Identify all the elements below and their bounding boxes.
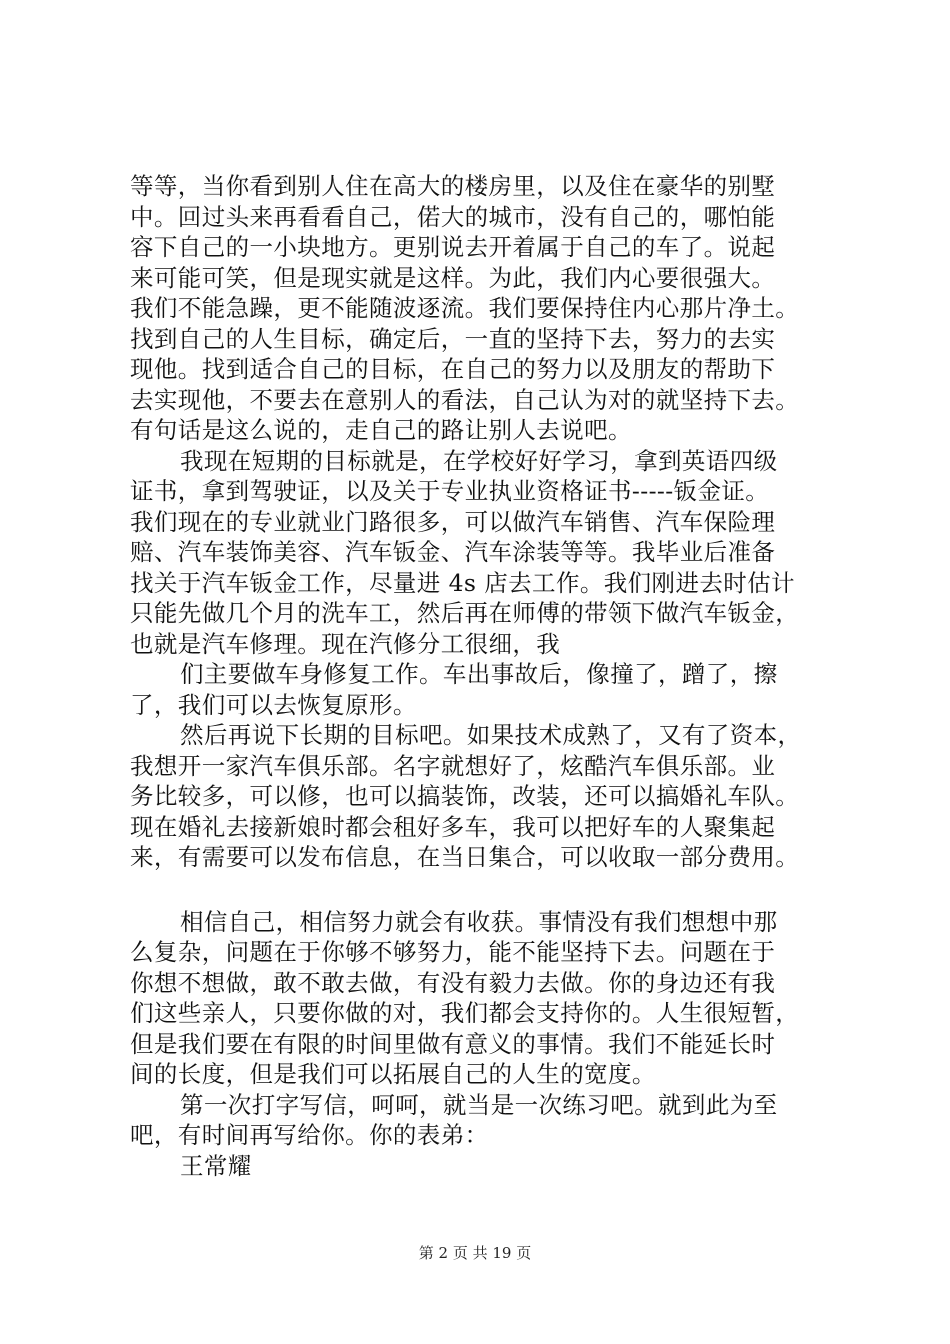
text-line: 么复杂，问题在于你够不够努力，能不能坚持下去。问题在于 <box>130 938 776 966</box>
paragraph-gap <box>130 873 850 907</box>
page-number-footer: 第 2 页 共 19 页 <box>418 1244 532 1262</box>
text-line: 了，我们可以去恢复原形。 <box>130 690 417 719</box>
paragraph-start-line: 们主要做车身修复工作。车出事故后，像撞了，蹭了，擦 <box>180 660 778 688</box>
text-line: 们这些亲人，只要你做的对，我们都会支持你的。人生很短暂， <box>130 999 800 1027</box>
text-line: 中。回过头来再看看自己，偌大的城市，没有自己的，哪怕能 <box>130 202 776 231</box>
text-line: 吧，有时间再写给你。你的表弟： <box>130 1121 489 1149</box>
text-line: 我想开一家汽车俱乐部。名字就想好了，炫酷汽车俱乐部。业 <box>130 751 776 780</box>
paragraph-start-line: 相信自己，相信努力就会有收获。事情没有我们想想中那 <box>180 907 778 936</box>
text-line: 有句话是这么说的，走自己的路让别人去说吧。 <box>130 416 632 444</box>
text-line: 来可能可笑，但是现实就是这样。为此，我们内心要很强大。 <box>130 263 776 292</box>
text-line: 你想不想做，敢不敢去做，有没有毅力去做。你的身边还有我 <box>130 968 776 997</box>
text-line: 现他。找到适合自己的目标，在自己的努力以及朋友的帮助下 <box>130 355 776 383</box>
signature-line: 王常耀 <box>180 1151 252 1180</box>
text-line: 务比较多，可以修，也可以搞装饰，改装，还可以搞婚礼车队。 <box>130 782 800 810</box>
text-line: 去实现他，不要去在意别人的看法，自己认为对的就坚持下去。 <box>130 385 800 414</box>
text-line: 也就是汽车修理。现在汽修分工很细，我 <box>130 629 561 658</box>
paragraph-start-line: 然后再说下长期的目标吧。如果技术成熟了，又有了资本， <box>180 721 802 749</box>
text-line: 赔、汽车装饰美容、汽车钣金、汽车涂装等等。我毕业后准备 <box>130 538 776 566</box>
letter-body <box>130 171 850 1181</box>
text-line: 但是我们要在有限的时间里做有意义的事情。我们不能延长时 <box>130 1029 776 1058</box>
paragraph-start-line: 第一次打字写信，呵呵，就当是一次练习吧。就到此为至 <box>180 1090 778 1119</box>
text-line: 找关于汽车钣金工作，尽量进 4s 店去工作。我们刚进去时估计 <box>130 568 795 597</box>
text-line: 我们不能急躁，更不能随波逐流。我们要保持住内心那片净土。 <box>130 294 800 322</box>
text-line: 来，有需要可以发布信息，在当日集合，可以收取一部分费用。 <box>130 843 800 871</box>
text-line: 间的长度，但是我们可以拓展自己的人生的宽度。 <box>130 1060 656 1088</box>
text-line: 我们现在的专业就业门路很多，可以做汽车销售、汽车保险理 <box>130 507 776 536</box>
text-line: 等等，当你看到别人住在高大的楼房里，以及住在豪华的别墅 <box>130 172 776 200</box>
text-line: 容下自己的一小块地方。更别说去开着属于自己的车了。说起 <box>130 233 776 261</box>
text-line: 找到自己的人生目标，确定后，一直的坚持下去，努力的去实 <box>130 324 776 353</box>
text-line: 证书，拿到驾驶证，以及关于专业执业资格证书-----钣金证。 <box>130 477 770 505</box>
text-line: 现在婚礼去接新娘时都会租好多车，我可以把好车的人聚集起 <box>130 812 776 841</box>
text-line: 只能先做几个月的洗车工，然后再在师傅的带领下做汽车钣金， <box>130 599 800 627</box>
paragraph-start-line: 我现在短期的目标就是，在学校好好学习，拿到英语四级 <box>180 446 778 475</box>
